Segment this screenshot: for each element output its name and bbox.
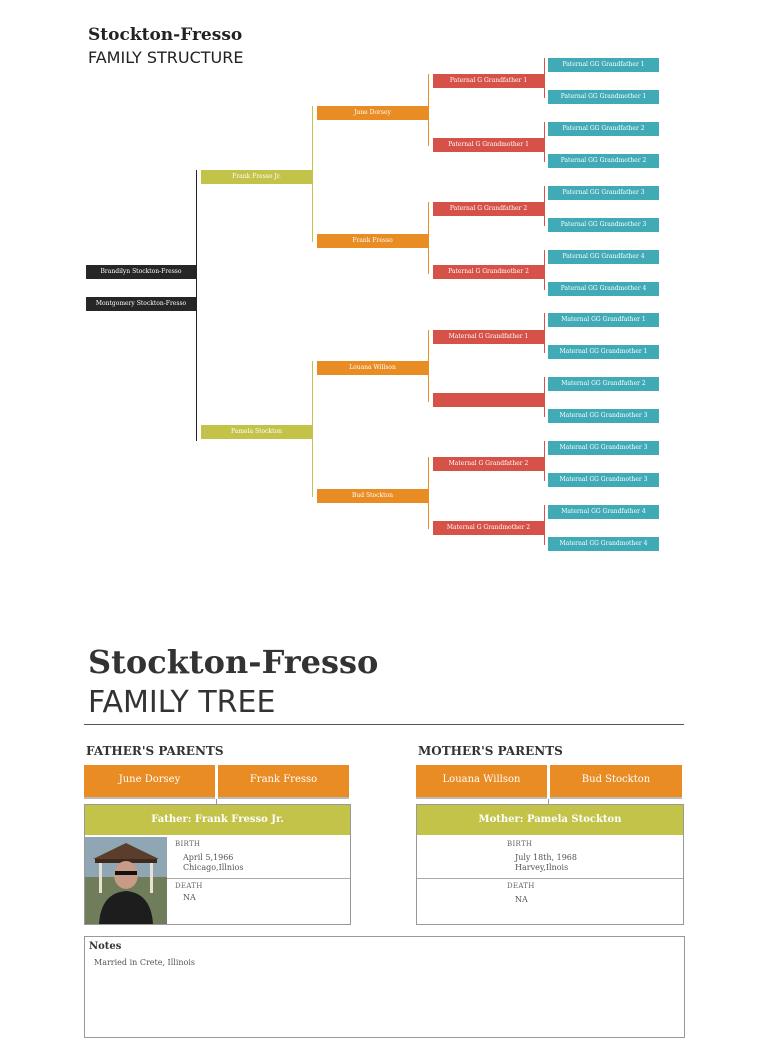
grandparent-box: Bud Stockton	[317, 489, 428, 503]
gg-grandparent-box: Maternal GG Grandmother 4	[548, 537, 659, 551]
mother-card-header: Mother: Pamela Stockton	[417, 805, 683, 835]
gg-grandparent-box: Paternal GG Grandmother 2	[548, 154, 659, 168]
mother-card	[416, 804, 684, 925]
mothers-father-box: Bud Stockton	[550, 765, 682, 799]
mother-birth-label: BIRTH	[507, 840, 533, 848]
gg-grandparent-box: Paternal GG Grandmother 4	[548, 282, 659, 296]
gg-grandparent-box: Maternal GG Grandfather 1	[548, 313, 659, 327]
child-box: Montgomery Stockton-Fresso	[86, 297, 196, 311]
father-death-label: DEATH	[175, 882, 203, 890]
gg-grandparent-box: Maternal GG Grandmother 3	[548, 473, 659, 487]
mother-death-label: DEATH	[507, 882, 535, 890]
notes-heading: Notes	[89, 941, 122, 952]
great-grandparent-box: Maternal G Grandfather 2	[433, 457, 544, 471]
fathers-father-box: Frank Fresso	[218, 765, 349, 799]
parent-box: Frank Fresso Jr.	[201, 170, 312, 184]
divider	[417, 878, 683, 879]
grandparent-box: June Dorsey	[317, 106, 428, 120]
father-photo	[85, 837, 167, 924]
tree-title: Stockton-Fresso	[88, 643, 379, 681]
father-card-header: Father: Frank Fresso Jr.	[85, 805, 350, 835]
gg-grandparent-box: Maternal GG Grandfather 2	[548, 377, 659, 391]
gg-grandparent-box: Paternal GG Grandfather 1	[548, 58, 659, 72]
mothers-mother-box: Louana Willson	[416, 765, 547, 799]
gg-grandparent-box: Maternal GG Grandfather 4	[548, 505, 659, 519]
grandparent-box: Louana Willson	[317, 361, 428, 375]
parent-box: Pamela Stockton	[201, 425, 312, 439]
great-grandparent-box: Paternal G Grandfather 2	[433, 202, 544, 216]
gg-grandparent-box: Paternal GG Grandfather 3	[548, 186, 659, 200]
father-birth-label: BIRTH	[175, 840, 201, 848]
great-grandparent-box: Maternal G Grandmother 2	[433, 521, 544, 535]
father-death: NA	[183, 893, 196, 902]
gg-grandparent-box: Paternal GG Grandmother 3	[548, 218, 659, 232]
great-grandparent-box	[433, 393, 544, 407]
great-grandparent-box: Paternal G Grandfather 1	[433, 74, 544, 88]
chart-title: Stockton-Fresso	[88, 25, 243, 45]
notes-box	[84, 936, 685, 1038]
chart-subtitle: FAMILY STRUCTURE	[88, 48, 244, 67]
mothers-parents-heading: MOTHER'S PARENTS	[418, 744, 563, 758]
notes-text: Married in Crete, Illinois	[94, 958, 196, 967]
fathers-parents-heading: FATHER'S PARENTS	[86, 744, 224, 758]
fathers-mother-box: June Dorsey	[84, 765, 215, 799]
gg-grandparent-box: Maternal GG Grandmother 1	[548, 345, 659, 359]
great-grandparent-box: Maternal G Grandfather 1	[433, 330, 544, 344]
gg-grandparent-box: Paternal GG Grandfather 2	[548, 122, 659, 136]
mother-birth-place: Harvey,Ilnois	[515, 863, 569, 872]
father-birth-date: April 5,1966	[183, 853, 234, 862]
gg-grandparent-box: Maternal GG Grandmother 3	[548, 441, 659, 455]
gg-grandparent-box: Maternal GG Grandmother 3	[548, 409, 659, 423]
great-grandparent-box: Paternal G Grandmother 2	[433, 265, 544, 279]
gg-grandparent-box: Paternal GG Grandfather 4	[548, 250, 659, 264]
divider	[167, 878, 350, 879]
tree-subtitle: FAMILY TREE	[88, 685, 276, 720]
great-grandparent-box: Paternal G Grandmother 1	[433, 138, 544, 152]
gg-grandparent-box: Paternal GG Grandmother 1	[548, 90, 659, 104]
father-card	[84, 804, 351, 925]
grandparent-box: Frank Fresso	[317, 234, 428, 248]
father-birth-place: Chicago,Illnios	[183, 863, 244, 872]
mother-birth-date: July 18th, 1968	[515, 853, 577, 862]
child-box: Brandilyn Stockton-Fresso	[86, 265, 196, 279]
title-rule	[84, 724, 684, 725]
mother-death: NA	[515, 895, 528, 904]
